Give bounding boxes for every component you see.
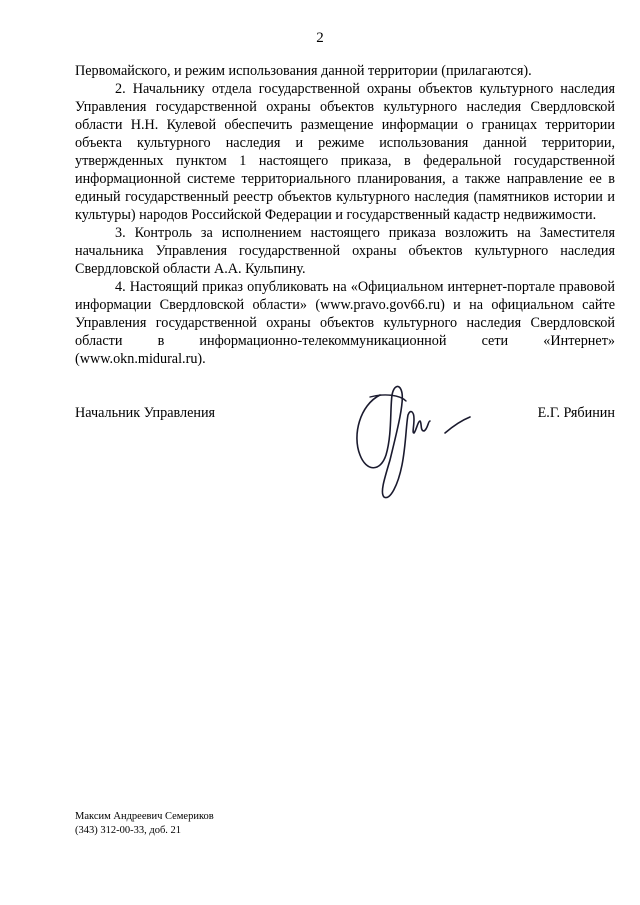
page-number: 2 [316, 30, 324, 46]
executor-phone: (343) 312-00-33, доб. 21 [75, 825, 182, 836]
handwritten-signature [340, 375, 480, 505]
signatory-name: Е.Г. Рябинин [537, 405, 615, 421]
paragraph-continuation: Первомайского, и режим использования данной территории (прилагаются). [75, 63, 532, 79]
executor-footer [75, 810, 214, 838]
paragraph-item-3: 3. Контроль за исполнением настоящего приказа возложить на Заместителя начальника Управления государственной охраны объектов культурного наследия Свердловской области А.А. Кульпину. [75, 225, 615, 277]
paragraph-item-2: 2. Начальнику отдела государственной охраны объектов культурного наследия Управления государственной охраны объектов культурного наследия Свердловской области Н.Н. Кулевой обеспечить размещение информации о границах территории объекта культурного наследия и режиме использования данной территории, утвержденных пунктом 1 настоящего приказа, в федеральной государственной информационной системе территориального планирования, а также направление ее в единый государственный реестр объектов культурного наследия (памятников истории и культуры) народов Российской Федерации и государственный кадастр недвижимости. [75, 81, 615, 223]
executor-name: Максим Андреевич Семериков [75, 811, 214, 822]
signatory-title: Начальник Управления [75, 405, 216, 421]
document-body [75, 62, 615, 368]
paragraph-item-4: 4. Настоящий приказ опубликовать на «Официальном интернет-портале правовой информации Свердловской области» (www.pravo.gov66.ru) и на официальном сайте Управления государственной охраны объектов культурного наследия Свердловской области в информационно-телекоммуникационной сети «Интернет» (www.okn.midural.ru). [75, 279, 615, 367]
